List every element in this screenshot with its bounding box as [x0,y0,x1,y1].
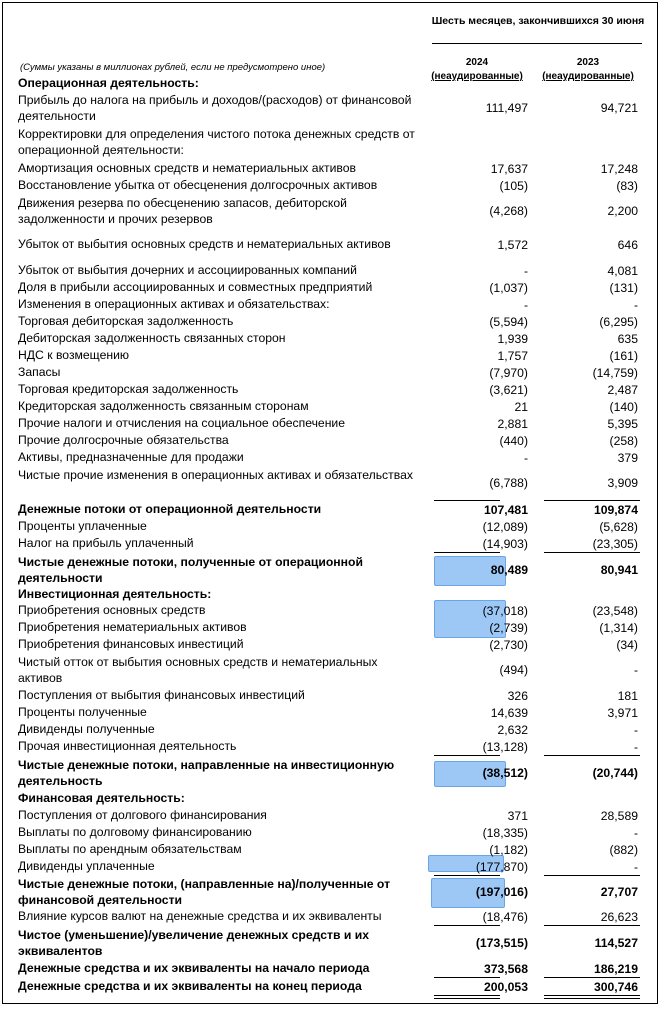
table-row [18,398,646,415]
double-underline [544,995,640,996]
section-operating [18,75,646,91]
table-row [18,195,646,227]
row-label: Прочие налоги и отчисления на социальное обеспечение [18,416,346,430]
row-label: Убыток от выбытия дочерних и ассоциированных компаний [18,263,357,277]
row-label: Дивиденды полученные [18,722,155,736]
row-label: Денежные потоки от операционной деятельности [18,502,322,516]
row-label: Торговая кредиторская задолженность [18,382,239,396]
table-row-total [18,978,646,995]
table-row-total [18,876,646,908]
table-row-total [18,554,646,586]
row-value: 300,746 [593,979,638,994]
row-label: Движения резерва по обесценению запасов, дебиторской задолженности и прочих резервов [18,196,347,226]
row-value: - [633,825,638,840]
row-label: Корректировки для определения чистого потока денежных средств от операционной деятельности: [18,127,415,157]
table-row [18,704,646,721]
row-label: Инвестиционная деятельность: [18,587,212,601]
row-value: 27,707 [600,885,638,899]
table-row [18,687,646,704]
units-note: (Суммы указаны в миллионах рублей, если не предусмотрено иное) [20,62,326,73]
row-label: Денежные средства и их эквиваленты на конец периода [18,979,362,993]
table-row-total [18,927,646,959]
row-label: Финансовая деятельность: [18,791,185,805]
row-value: 1,572 [497,237,528,252]
row-label: Операционная деятельность: [18,76,199,90]
row-label: Доля в прибыли ассоциированных и совместных предприятий [18,280,373,294]
row-value: - [633,297,638,312]
double-underline [544,998,640,999]
row-value: 3,909 [607,476,638,490]
row-label: Кредиторская задолженность связанным сторонам [18,399,309,413]
row-label: Дебиторская задолженность связанных сторон [18,331,286,345]
period-header: Шесть месяцев, закончившихся 30 июня [431,15,645,27]
row-label: Чистые денежные потоки, полученные от операционной деятельности [18,555,363,585]
row-value: - [633,859,638,874]
row-value: (131) [609,280,638,295]
table-row [18,636,646,653]
row-value: 28,589 [600,808,638,823]
row-value: (6,295) [599,314,638,329]
row-value: - [633,739,638,754]
row-label: Торговая дебиторская задолженность [18,314,234,328]
table-row [18,449,646,466]
table-row [18,654,646,686]
table-row [18,126,646,158]
row-label: Дивиденды уплаченные [18,859,155,873]
table-row [18,160,646,177]
row-label: Чистые денежные потоки, направленные на инвестиционную деятельность [18,758,395,788]
row-value: (105) [499,178,528,193]
row-value: (14,903) [482,536,528,551]
row-value: 4,081 [607,263,638,278]
row-value: 646 [617,237,638,252]
section-financing [18,790,646,806]
row-label: Изменения в операционных активах и обязательствах: [18,297,330,311]
row-value: 14,639 [490,705,528,720]
table-row [18,535,646,552]
row-value: 326 [507,688,528,703]
row-value: - [633,722,638,737]
row-label: Поступления от долгового финансирования [18,808,267,822]
table-row [18,415,646,432]
row-label: Прочие долгосрочные обязательства [18,433,229,447]
row-value: 109,874 [593,502,638,517]
row-label: Влияние курсов валют на денежные средства и их эквиваленты [18,909,382,923]
row-value: 1,757 [497,348,528,363]
row-label: Восстановление убытка от обесценения долгосрочных активов [18,178,378,192]
row-value: (83) [616,178,638,193]
row-label: Чистые денежные потоки, (направленные на)/полученные от финансовой деятельности [18,877,391,907]
row-label: Выплаты по долговому финансированию [18,825,252,839]
table-row [18,381,646,398]
double-underline [434,998,500,999]
row-label: Приобретения основных средств [18,603,206,617]
row-value: 17,248 [600,161,638,176]
row-value: (20,744) [592,766,638,780]
table-row [18,432,646,449]
row-value: 26,623 [600,909,638,924]
row-value: 17,637 [490,161,528,176]
row-value: - [523,263,528,278]
row-value: 94,721 [600,101,638,115]
row-value: (6,788) [489,476,528,490]
table-row-subtotal [18,501,646,518]
row-value: 181 [617,688,638,703]
table-row [18,296,646,313]
row-value: (34) [616,637,638,652]
table-row [18,738,646,755]
row-label: Проценты полученные [18,705,147,719]
row-value: (440) [499,433,528,448]
table-row [18,236,646,253]
row-label: Чистые прочие изменения в операционных активах и обязательствах [18,468,413,482]
row-label: Поступления от выбытия финансовых инвестиций [18,688,305,702]
row-value: (38,512) [482,766,528,780]
column-year: 2024 [465,57,489,68]
table-row [18,262,646,279]
row-value: (18,335) [482,825,528,840]
row-value: (882) [609,842,638,857]
row-label: Чистое (уменьшение)/увеличение денежных средств и их эквивалентов [18,928,369,958]
row-value: 107,481 [483,502,528,517]
row-label: Запасы [18,365,61,379]
table-row [18,807,646,824]
row-value: 1,939 [497,331,528,346]
table-row [18,908,646,925]
subtotal-line [544,755,640,756]
row-value: (161) [609,348,638,363]
table-row [18,824,646,841]
row-value: (173,515) [475,936,528,950]
row-label: Активы, предназначенные для продажи [18,450,244,464]
row-label: Выплаты по арендным обязательствам [18,842,242,856]
section-investing [18,586,646,602]
table-row [18,347,646,364]
subtotal-line [434,755,500,756]
row-value: (14,759) [592,365,638,380]
table-row [18,467,646,499]
row-label: Чистый отток от выбытия основных средств и нематериальных активов [18,655,378,685]
row-value: (140) [609,399,638,414]
subtotal-line [434,925,500,926]
row-value: (23,305) [592,536,638,551]
row-label: Прибыль до налога на прибыль и доходов/(расходов) от финансовой деятельности [18,93,412,123]
row-value: 186,219 [593,961,638,976]
row-value: 200,053 [483,979,528,994]
row-label: Денежные средства и их эквиваленты на начало периода [18,961,370,975]
row-value: (7,970) [489,365,528,380]
row-label: Проценты уплаченные [18,519,147,533]
row-value: (12,089) [482,519,528,534]
row-value: (37,018) [482,603,528,618]
row-value: 2,881 [497,416,528,431]
row-value: - [523,450,528,465]
table-row [18,313,646,330]
period-header-underline [432,43,642,44]
row-value: 114,527 [594,936,638,950]
row-value: (4,268) [489,204,528,218]
row-value: (5,628) [599,519,638,534]
row-label: Амортизация основных средств и нематериальных активов [18,161,357,175]
table-row [18,177,646,194]
row-value: (1,037) [489,280,528,295]
row-value: 3,971 [607,705,638,720]
subtotal-line [544,925,640,926]
row-value: 2,200 [607,204,638,218]
row-label: Приобретения финансовых инвестиций [18,637,244,651]
row-value: (1,182) [489,842,528,857]
row-value: (197,016) [475,885,528,899]
column-status: (неаудированные) [542,71,634,82]
table-row [18,619,646,636]
row-value: (177,870) [475,859,528,874]
column-status: (неаудированные) [431,71,523,82]
row-label: НДС к возмещению [18,348,130,362]
row-value: 635 [617,331,638,346]
row-value: (13,128) [482,739,528,754]
row-value: 373,568 [483,961,528,976]
table-row [18,364,646,381]
row-value: 21 [514,399,528,414]
table-row [18,330,646,347]
row-value: (258) [609,433,638,448]
double-underline [434,995,500,996]
subtotal-line [434,552,500,553]
table-row [18,721,646,738]
row-value: (18,476) [482,909,528,924]
table-row [18,960,646,977]
row-value: - [523,297,528,312]
row-value: 379 [617,450,638,465]
table-row-total [18,757,646,789]
row-label: Убыток от выбытия основных средств и нематериальных активов [18,237,391,251]
row-value: 2,632 [497,722,528,737]
table-row [18,518,646,535]
table-row [18,279,646,296]
row-value: 80,941 [600,563,638,577]
row-value: 111,497 [485,101,528,115]
row-value: - [633,663,638,677]
row-label: Прочая инвестиционная деятельность [18,739,237,753]
row-value: (2,739) [489,620,528,635]
subtotal-line [544,552,640,553]
row-value: (1,314) [599,620,638,635]
row-value: (494) [499,663,528,677]
row-value: (23,548) [592,603,638,618]
row-value: 2,487 [607,382,638,397]
row-value: 80,489 [490,563,528,577]
row-value: 371 [507,808,528,823]
table-row [18,858,646,875]
row-value: (5,594) [489,314,528,329]
table-row [18,92,646,124]
row-label: Налог на прибыль уплаченный [18,536,194,550]
column-year: 2023 [576,57,600,68]
row-value: (3,621) [489,382,528,397]
row-value: 5,395 [607,416,638,431]
table-row [18,841,646,858]
table-row [18,602,646,619]
row-label: Приобретения нематериальных активов [18,620,247,634]
row-value: (2,730) [489,637,528,652]
